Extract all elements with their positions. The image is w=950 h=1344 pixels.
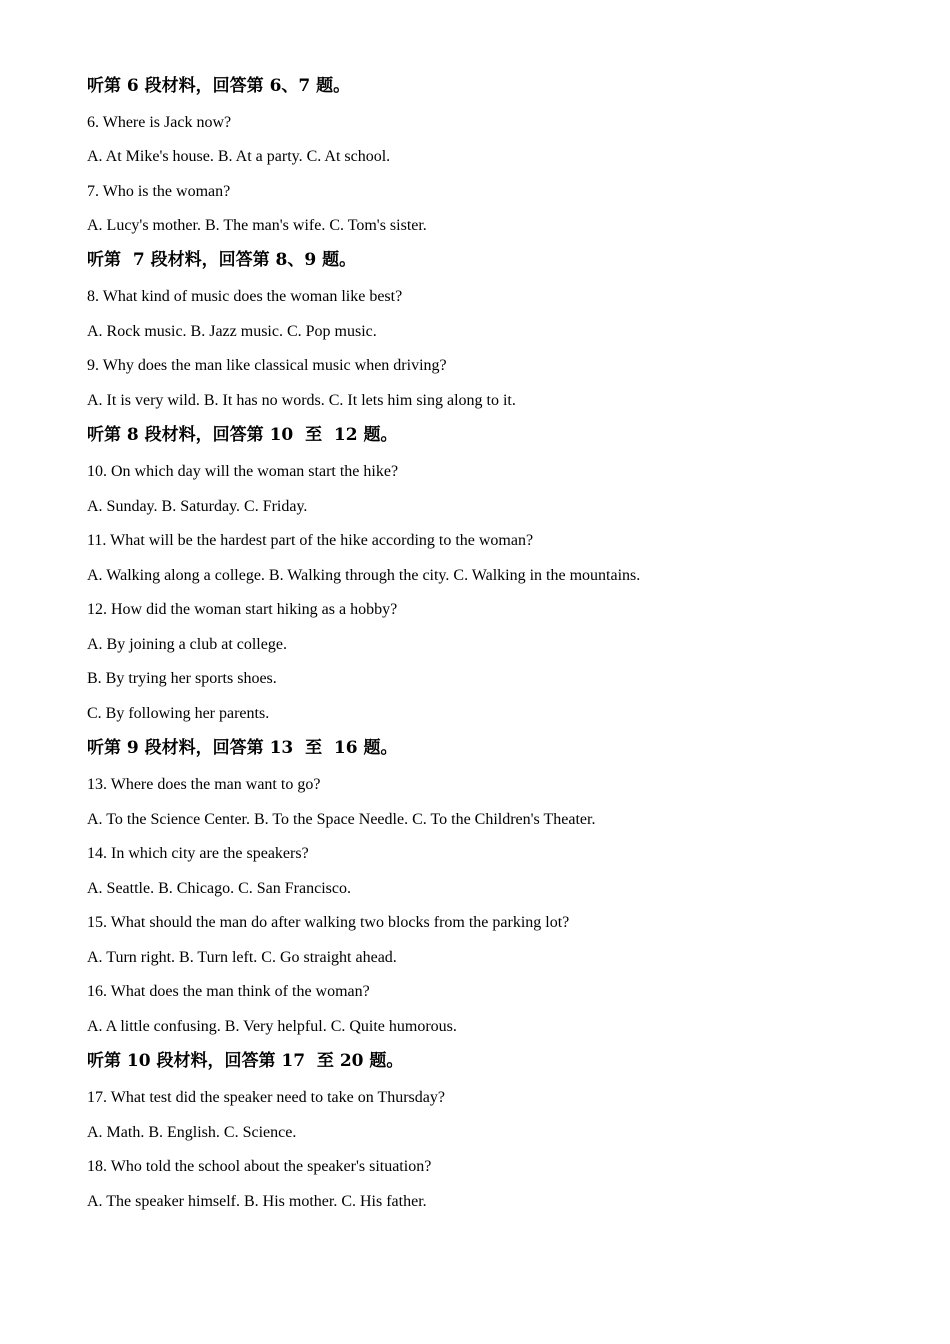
section-heading: 听第 9 段材料，回答第 13 至 16 题。	[87, 738, 398, 758]
question-text: 15. What should the man do after walking two blocks from the parking lot?	[87, 914, 570, 931]
question-text: 13. Where does the man want to go?	[87, 776, 321, 793]
question-text: 9. Why does the man like classical music when driving?	[87, 357, 447, 374]
section-heading: 听第 8 段材料，回答第 10 至 12 题。	[87, 425, 398, 445]
answer-options: A. Math. B. English. C. Science.	[87, 1124, 297, 1141]
answer-options: A. Lucy's mother. B. The man's wife. C. Tom's sister.	[87, 217, 427, 234]
answer-options: A. A little confusing. B. Very helpful. C. Quite humorous.	[87, 1018, 457, 1035]
answer-options: A. Sunday. B. Saturday. C. Friday.	[87, 498, 308, 515]
question-text: 10. On which day will the woman start the hike?	[87, 463, 399, 480]
question-text: 14. In which city are the speakers?	[87, 845, 309, 862]
question-text: 7. Who is the woman?	[87, 183, 231, 200]
answer-option: A. By joining a club at college.	[87, 636, 287, 653]
section-heading: 听第 7 段材料，回答第 8、9 题。	[87, 250, 357, 270]
answer-options: A. To the Science Center. B. To the Space Needle. C. To the Children's Theater.	[87, 811, 596, 828]
question-text: 8. What kind of music does the woman like best?	[87, 288, 403, 305]
question-text: 16. What does the man think of the woman?	[87, 983, 370, 1000]
question-text: 18. Who told the school about the speaker's situation?	[87, 1158, 432, 1175]
answer-options: A. The speaker himself. B. His mother. C. His father.	[87, 1193, 427, 1210]
answer-options: A. At Mike's house. B. At a party. C. At school.	[87, 148, 391, 165]
answer-option: C. By following her parents.	[87, 705, 270, 722]
section-heading: 听第 6 段材料，回答第 6、7 题。	[87, 76, 351, 96]
answer-option: B. By trying her sports shoes.	[87, 670, 277, 687]
question-text: 12. How did the woman start hiking as a hobby?	[87, 601, 398, 618]
answer-options: A. Rock music. B. Jazz music. C. Pop music.	[87, 323, 377, 340]
question-text: 17. What test did the speaker need to take on Thursday?	[87, 1089, 445, 1106]
answer-options: A. Seattle. B. Chicago. C. San Francisco.	[87, 880, 351, 897]
answer-options: A. It is very wild. B. It has no words. C. It lets him sing along to it.	[87, 392, 516, 409]
question-text: 6. Where is Jack now?	[87, 114, 232, 131]
answer-options: A. Walking along a college. B. Walking through the city. C. Walking in the mountains.	[87, 567, 641, 584]
answer-options: A. Turn right. B. Turn left. C. Go straight ahead.	[87, 949, 397, 966]
section-heading: 听第 10 段材料，回答第 17 至 20 题。	[87, 1051, 404, 1071]
question-text: 11. What will be the hardest part of the hike according to the woman?	[87, 532, 534, 549]
